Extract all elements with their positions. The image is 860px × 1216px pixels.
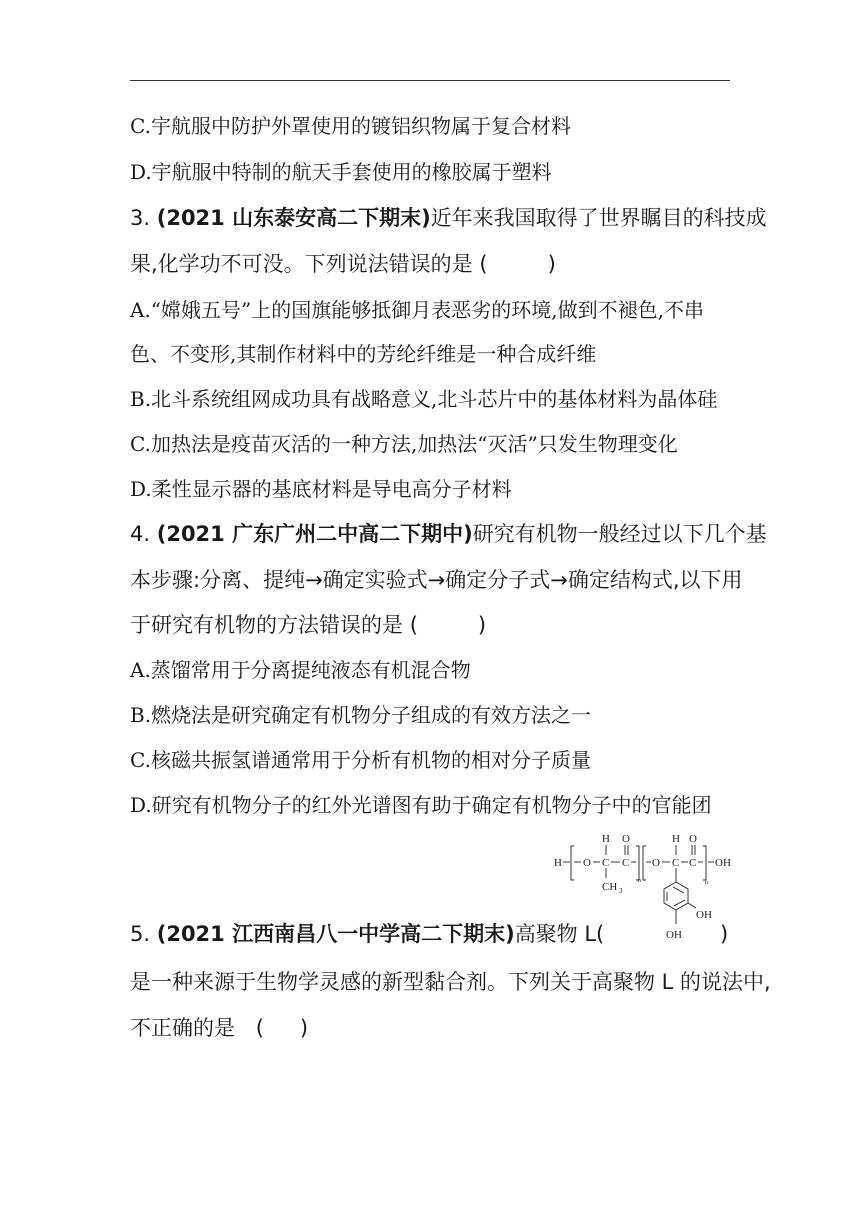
question-3-option-d: D.柔性显示器的基底材料是导电高分子材料 <box>130 477 512 501</box>
header-rule <box>130 80 730 81</box>
question-4-line-3 <box>130 611 486 639</box>
question-3-option-c: C.加热法是疫苗灭活的一种方法,加热法“灭活”只发生物理变化 <box>130 432 678 456</box>
question-3-stem-1: 近年来我国取得了世界瞩目的科技成 <box>430 206 767 230</box>
question-3-line-1 <box>130 204 767 232</box>
group-oh-ring-1: OH <box>696 909 712 921</box>
subscript-n-2: n <box>705 880 708 886</box>
question-5-stem-suffix: ) <box>720 922 729 946</box>
question-5-line-2: 是一种来源于生物学灵感的新型黏合剂。下列关于高聚物 L 的说法中, <box>130 970 771 994</box>
question-3-stem-2: 果,化学功不可没。下列说法错误的是 <box>130 252 473 276</box>
question-4-option-a: A.蒸馏常用于分离提纯液态有机混合物 <box>130 658 471 682</box>
answer-blank-open: ( <box>255 1016 264 1040</box>
question-4-line-1 <box>130 520 767 548</box>
atom-c-4: C <box>689 857 697 869</box>
question-3-option-b: B.北斗系统组网成功具有战略意义,北斗芯片中的基体材料为晶体硅 <box>130 387 718 411</box>
group-ch3: CH <box>602 881 618 893</box>
question-5-number: 5. <box>130 922 151 946</box>
atom-c-3: C <box>672 857 680 869</box>
answer-blank-close: ) <box>477 613 487 637</box>
question-4-number: 4. <box>130 522 151 546</box>
question-3-option-a-1: A.“嫦娥五号”上的国旗能够抵御月表恶劣的环境,做到不褪色,不串 <box>130 298 704 322</box>
atom-c-2: C <box>622 857 630 869</box>
answer-blank-close: ) <box>299 1016 309 1040</box>
benzene-ring <box>664 882 688 910</box>
question-3-line-2 <box>130 250 556 278</box>
question-5-stem-prefix: 高聚物 L( <box>514 922 605 946</box>
subscript-n-1: n <box>638 878 641 884</box>
group-oh-ring-2: OH <box>666 929 682 941</box>
question-5-line-1 <box>130 920 604 948</box>
atom-o-top-1: O <box>622 833 630 845</box>
group-oh-right: OH <box>715 857 731 869</box>
atom-h-top-1: H <box>602 833 610 845</box>
question-5-line-3 <box>130 1014 308 1042</box>
question-4-option-c: C.核磁共振氢谱通常用于分析有机物的相对分子质量 <box>130 748 591 772</box>
question-4-line-2: 本步骤:分离、提纯→确定实验式→确定分子式→确定结构式,以下用 <box>130 568 743 592</box>
question-4-source: (2021 广东广州二中高二下期中) <box>156 522 473 546</box>
atom-o-top-2: O <box>689 833 697 845</box>
atom-o-mid: O <box>652 857 660 869</box>
question-4-stem-3: 于研究有机物的方法错误的是 <box>130 613 403 637</box>
option-c-prev: C.宇航服中防护外罩使用的镀铝织物属于复合材料 <box>130 114 571 138</box>
question-3-option-a-2: 色、不变形,其制作材料中的芳纶纤维是一种合成纤维 <box>130 342 597 366</box>
question-4-option-d: D.研究有机物分子的红外光谱图有助于确定有机物分子中的官能团 <box>130 793 712 817</box>
question-4-stem-1: 研究有机物一般经过以下几个基 <box>472 522 767 546</box>
question-5-source: (2021 江西南昌八一中学高二下期末) <box>156 922 515 946</box>
atom-c-1: C <box>602 857 610 869</box>
question-3-source: (2021 山东泰安高二下期末) <box>156 206 431 230</box>
answer-blank-close: ) <box>547 252 556 276</box>
atom-h-left: H <box>554 857 562 869</box>
question-5-stem-3: 不正确的是 <box>130 1016 235 1040</box>
answer-blank-open: ( <box>409 613 418 637</box>
option-d-prev: D.宇航服中特制的航天手套使用的橡胶属于塑料 <box>130 160 552 184</box>
atom-o-1: O <box>583 857 591 869</box>
subscript-3: 3 <box>619 887 623 895</box>
answer-blank-open: ( <box>479 252 488 276</box>
atom-h-top-2: H <box>672 833 680 845</box>
question-3-number: 3. <box>130 206 151 230</box>
question-4-option-b: B.燃烧法是研究确定有机物分子组成的有效方法之一 <box>130 703 592 727</box>
